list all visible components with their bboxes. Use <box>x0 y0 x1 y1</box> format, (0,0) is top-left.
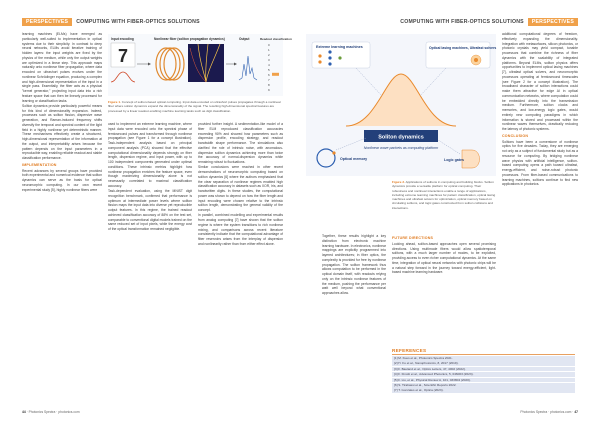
fig2-core-sub: Nonlinear wave packets as computing platform <box>363 146 439 150</box>
section-heading-conclusion: CONCLUSION <box>502 133 529 138</box>
readout-digit: 7 <box>268 78 270 82</box>
reference-item: [7] T. Gonzales et al., Optica (2023). <box>392 388 575 393</box>
paragraph: provided further insight. A sedimentation-like model of a fiber ELM reproduced classification accuracies exceeding 90% and showed how parameters such as dispersion profile, encoding strategy, and readout bandwidth shape performance. The simulations also clarified the role of intrinsic noise, with anomalous-dispersion soliton dynamics achieving more than twice the accuracy of normal-dispersion dynamics while remaining robust to fluctuations. <box>198 122 283 164</box>
readout-digit: 8 <box>268 83 270 87</box>
fig2-elm-label: Extreme learning machines <box>316 45 363 49</box>
paragraph: learning machines (ELMs) have emerged as particularly well-suited to implementation in optical systems due to their simplicity. In contrast to deep neural networks, ELMs avoid iterative training of hidden layers: the input weights are fixed by the physics of the medium, while only the output weights are optimized in a linear step. This approach maps naturally onto nonlinear fiber propagation, where data encoded on ultrashort pulses evolves under the nonlinear Schrödinger equation, producing a complex and high-dimensional representation of the input in a single pass. Essentially, the fiber acts as a physical "kernel generator," projecting input data into a rich feature space that can then be linearly processed for learning or classification tasks. <box>22 32 102 103</box>
paragraph: Looking ahead, soliton-based approaches open several promising directions. Using multimode fibers would allow spatiotemporal solitons, with a much larger number of modes, to be exploited, providing access to even richer computational dynamics. At the same time, integration of optical neural networks with photonic chips will be a natural step forward in the journey toward energy-efficient, light-based machine learning hardware. <box>392 241 496 275</box>
caption-label: Figure 2. <box>392 180 405 184</box>
paragraph: used to implement an extreme learning machine, where input data were encoded onto the spectral phase of femtosecond pulses and transformed through nonlinear propagation (see Figure 1 for a concept illustration). Task-independent analysis based on principal component analysis (PCA) showed that the effective computational dimensionality depends strongly on fiber length, dispersion regime, and input power, with up to 100 independent components generated under optimal conditions. These intrinsic metrics highlight how nonlinear propagation enriches the feature space, even though maximizing dimensionality alone is not necessarily correlated to maximal classification accuracy. <box>108 122 192 188</box>
journal-name: Photonics Spectra <box>28 410 56 414</box>
fig2-memory-label: Optical memory <box>340 157 368 161</box>
site-name: photonics.com <box>58 410 80 414</box>
paragraph: Soliton dynamics provide particularly powerful means for this kind of dimensionality expansion. Indeed, processes such as soliton fission, dispersive wave generation, and Raman-induced frequency shifts diversify the temporal and spectral content of the light field in a highly nonlinear yet deterministic manner. These mechanisms effectively create a structured, high-dimensional representation of the information at the output, and interpretability arises because the pattern depends on the input parameters in a reproducible way, enabling reliable readout and stable classification performance. <box>22 103 102 160</box>
reference-item: [1] M. Kues et al., Photonics Spectra 2021. <box>392 356 575 361</box>
readout-digit: 2 <box>268 53 270 57</box>
section-heading-implementation: IMPLEMENTATION <box>22 162 57 167</box>
readout-digit: 1 <box>268 48 270 52</box>
header-tag: PERSPECTIVES <box>528 18 578 26</box>
readout-digit: 4 <box>268 63 270 67</box>
journal-name: Photonics Spectra <box>520 410 548 414</box>
header-title: COMPUTING WITH FIBER-OPTICS SOLUTIONS <box>400 19 524 25</box>
right-footer: Photonics Spectra · photonics.com · 47 <box>520 410 578 414</box>
page-number: 47 <box>574 410 578 414</box>
readout-digit: 9 <box>268 88 270 92</box>
paragraph: Recent advances by several groups have provided both experimental and numerical evidence that soliton dynamics can serve as the basis for optical neuromorphic computing. In our own recent experimental study [5], highly nonlinear fibers were <box>22 168 102 192</box>
reference-item: [6] S. Tirabassi et al., Scientific Reports 2022. <box>392 383 575 388</box>
fig2-logic-label: Logic gates <box>444 158 464 162</box>
fig1-output-label: Output <box>239 37 250 41</box>
lasing-node <box>426 42 496 68</box>
left-column-3 <box>198 122 283 406</box>
figure-2-caption <box>392 180 496 210</box>
readout-digit: 6 <box>268 73 270 77</box>
right-middle-column <box>322 234 386 406</box>
readout-digit: 3 <box>268 58 270 62</box>
fig2-core-label: Soliton dynamics <box>378 134 424 141</box>
fig1-input-label: Input encoding <box>111 37 134 41</box>
caption-label: Figure 1. <box>108 100 121 104</box>
references-box <box>392 348 575 408</box>
right-middle-column-2 <box>392 234 496 342</box>
header-tag: PERSPECTIVES <box>22 18 72 26</box>
caption-text: Applications of solitons in computing and building blocks. Soliton dynamics provide a versatile platform for optical computing. Their robustness and nonlinear interactions enable a range of applications, including extreme learning machines for pattern classification, optical lasing machines and ultrafast solvers for optimization, optical memory based on circulating solitons, and logic gates constructed from soliton collisions and interactions. <box>392 180 496 210</box>
paragraph: Solitons have been a cornerstone of nonlinear optics for five decades. Today, they are emerging not only as a subject of fundamental study but as a resource for computing. By bridging nonlinear wave physics with artificial intelligence, soliton-based computing opens a path toward ultrafast, energy-efficient, and noise-robust photonic processors. From fiber-based communications to learning machines, solitons continue to find new applications in photonics. <box>502 139 578 187</box>
paragraph: Similar conclusions were reached in other recent demonstrations of neuromorphic computing based on soliton dynamics [6] where the authors emphasized that the clear separation of nonlinear regimes enabled high classification accuracy in datasets such as XOR, Iris, and handwritten digits. In these studies, the computational power was shown to depend on how the fiber length and input encoding were chosen relative to the intrinsic soliton length, demonstrating the general validity of the concept. <box>198 165 283 212</box>
reference-item: [5] F. Liu, et al., Physical Review A, 101, 033804 (2020). <box>392 378 575 383</box>
section-heading-future: FUTURE DIRECTIONS <box>392 236 434 240</box>
header-title: COMPUTING WITH FIBER-OPTICS SOLUTIONS <box>76 19 200 25</box>
left-footer: 44 · Photonics Spectra · photonics.com <box>22 410 80 414</box>
paragraph: Task-dependent evaluation, using the MNIST digit recognition benchmark, confirmed that performance is optimum at intermediate power levels where soliton fission maps the input data into diverse yet reproducible output features. In this regime, the trained readout achieved classification accuracy of 88% on the test set, comparable to conventional digital models trained on the same reduced set of input pixels, while the energy cost of the optical transformation remained negligible. <box>108 189 192 231</box>
site-name: photonics.com <box>550 410 572 414</box>
readout-highlight-bar <box>272 73 279 76</box>
paragraph: additional computational degrees of freedom, effectively expanding the dimensionality. Integration with metasurfaces, silicon photonics, or photonic crystals may yield compact, tunable processors that combine the richness of fiber dynamics with the scalability of integrated platforms. Beyond ELMs, soliton physics offers opportunities to implement optical lasing machines [7], ultrafast optical solvers, and neuromorphic processors operating at femtosecond timescales (see Figure 2 for a concept illustration). The broadband character of soliton interactions could make them attractive for edge AI in optical communication networks, where computation could be embedded directly into the transmission medium. Furthermore, soliton clocks and memories, and low-energy logic gates, would entirely new computing paradigms in which information is stored and processed within the nonlinear waves themselves, drastically reducing the latency of photonic systems. <box>502 32 578 131</box>
page-number: 44 <box>22 410 26 414</box>
input-digit: 7 <box>117 46 129 66</box>
figure-1-caption <box>108 100 283 113</box>
left-column-1 <box>22 32 102 406</box>
caption-text: Concept of soliton-based optical computing. Input data encoded on ultrashort pulses propagates through a nonlinear fiber where soliton dynamics expand the dimensionality of the signal. The resulting high-dimensional spectral features are processed by a linear readout enabling machine learning tasks such as digit classification. <box>108 100 281 113</box>
figure-2-diagram <box>306 34 496 176</box>
reference-item: [3] F. Bauland et al., Optics Letters, 47, 4002 (2022). <box>392 367 575 372</box>
reference-item: [2] H. Fu et al., Nanophotonics, 8, 2017 (2019). <box>392 361 575 366</box>
reference-item: [4] F. Finotti et al., Advanced Photonics, 5, 046003 (2023). <box>392 372 575 377</box>
fig1-fiber-label: Nonlinear fiber (soliton propagation dynamics) <box>154 37 225 41</box>
paragraph: In parallel, combined modelling and experimental results from analog computing [7] have shown that the soliton regime is where the system transitions to rich nonlinear mixing, and comparisons across recent literature consistently indicate that the computational advantage of fiber reservoirs arises from the interplay of dispersion and nonlinearity rather than from either effect alone. <box>198 213 283 246</box>
fig2-lasers-label: Optical lasing machines, Ultrafast solvers <box>429 46 497 50</box>
right-header <box>396 18 578 26</box>
figure-1-diagram <box>108 34 292 96</box>
references-heading: REFERENCES <box>392 348 575 355</box>
paragraph: Together, these results highlight a key distinction from electronic machine learning hardware. In electronics, nonlinear mappings are explicitly programmed into layered architectures; in fiber optics, the complexity is provided for free by nonlinear propagation. The soliton framework thus allows computation to be performed in the optical domain itself, with readouts relying only on the intrinsic nonlinear features of the medium, pushing the performance per watt well beyond what conventional approaches allow. <box>322 234 386 295</box>
fig1-readout-label: Readout classification <box>260 37 292 41</box>
readout-digit: 0 <box>268 43 270 47</box>
input-digit-grid <box>111 43 135 67</box>
readout-digit: 5 <box>268 68 270 72</box>
left-column-2 <box>108 122 192 406</box>
left-header <box>22 18 204 26</box>
elm-node <box>312 42 370 68</box>
right-page <box>300 0 600 424</box>
